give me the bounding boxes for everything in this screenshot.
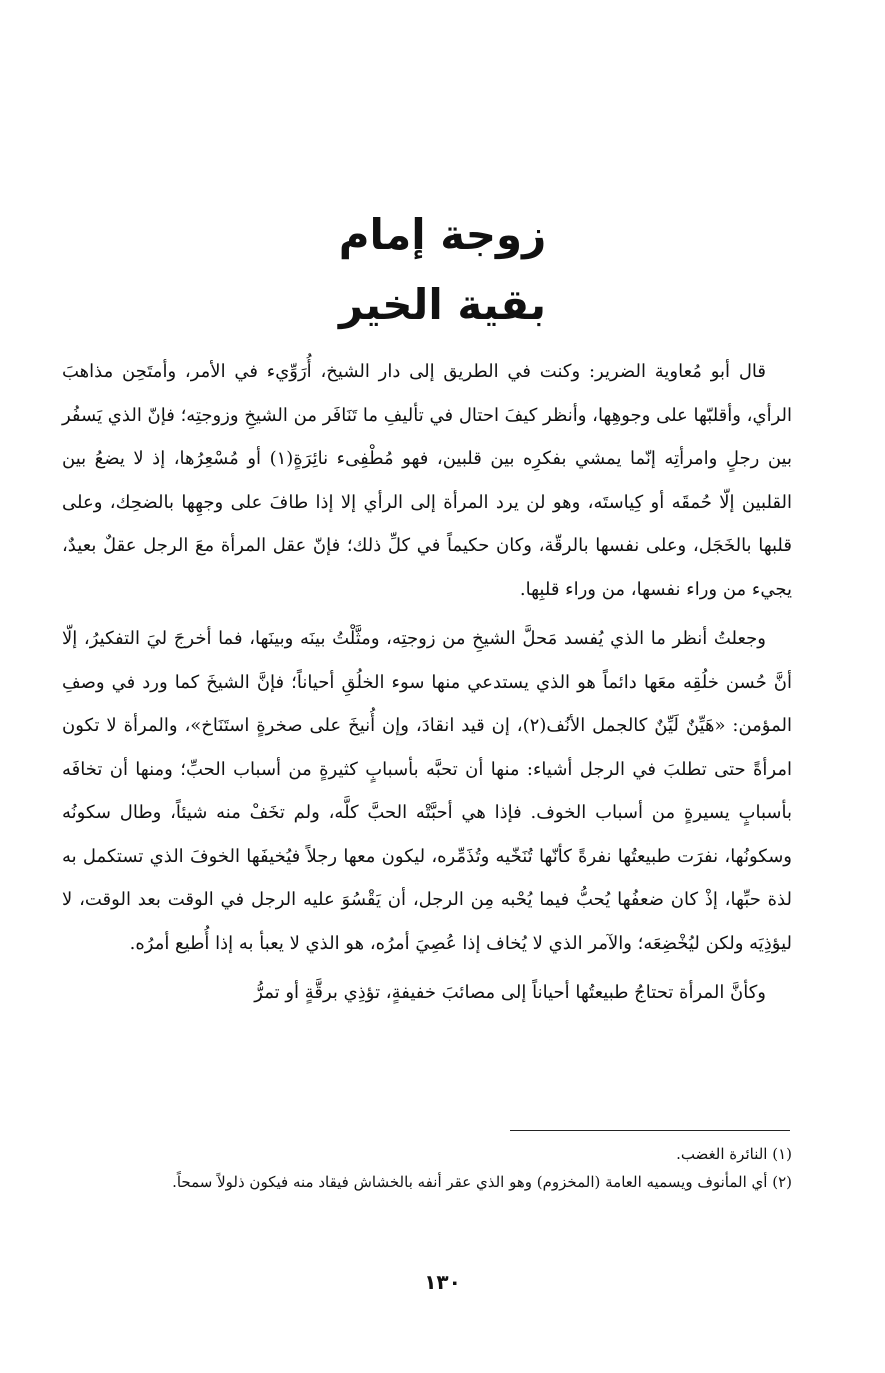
paragraph-3: وكأنَّ المرأة تحتاجُ طبيعتُها أحياناً إلى مصائبَ خفيفةٍ، تؤذِي برقَّةٍ أو تمرُّ xyxy=(254,982,766,1003)
footnote-divider xyxy=(510,1130,790,1131)
body-text xyxy=(62,350,792,1021)
paragraph-2: وجعلتُ أنظر ما الذي يُفسد مَحلَّ الشيخِ من زوجتِه، ومثَّلْتُ بينَه وبينَها، فما أخرجَ ليَ التفكيرُ، إلّا أنَّ حُسن خلُقِه معَها دائماً هو الذي يستدعي منها سوء الخلُقِ أحياناً؛ فإنَّ الشيخَ كما ورد في وصفِ المؤمن: «هَيِّنٌ لَيِّنٌ كالجمل الأنُف(٢)، إن قيد انقادَ، وإن أُنيخَ على صخرةٍ استَنَاخ»، والمرأة لا تكون امرأةً حتى تطلبَ في الرجل أشياء: منها أن تحبَّه بأسبابٍ كثيرةٍ من أسباب الحبِّ؛ ومنها أن تخافَه بأسبابٍ يسيرةٍ من أسباب الخوف. فإذا هي أحبَّتْه الحبَّ كلَّه، ولم تخَفْ منه شيئاً، وطال سكونُه وسكونُها، نفرَت طبيعتُها نفرةً كأنّها تُنَخّيه وتُذَمِّره، ليكون معها رجلاً فيُخيفَها الخوفَ الذي تستكمل به لذة حبِّها، إذْ كان ضعفُها يُحبُّ فيما يُحْبه مِن الرجل، أن يَقْسُوَ عليه الرجل في الوقت بعد الوقت، لا ليؤذِيَه ولكن ليُخْضِعَه؛ والآمر الذي لا يُخاف إذا عُصِيَ أمرُه، هو الذي لا يعبأ به إذا أُطيع أمرُه. xyxy=(62,628,792,954)
footnote-2: (٢) أي المأنوف ويسميه العامة (المخزوم) وهو الذي عقر أنفه بالخشاش فيقاد منه فيكون ذلولاً سمحاً. xyxy=(172,1173,792,1191)
chapter-title-line-1: زوجة إمام xyxy=(338,210,547,259)
paragraph-1: قال أبو مُعاوية الضرير: وكنت في الطريق إلى دار الشيخ، أُرَوِّيء في الأمر، وأمتَحِن مذاهبَ الرأي، وأقلبّها على وجوهِها، وأنظر كيفَ احتال في تأليفِ ما تَنَافَر من الشيخِ وزوجتِه؛ فإنّ الذي يَسفُر بين رجلٍ وامرأتِه إنّما يمشي بفكرِه بين قلبين، فهو مُطْفِىء نائِرَةٍ(١) أو مُسْعِرُها، إذ لا يضعُ بين القلبين إلّا حُمقَه أو كِياستَه، وهو لن يرد المرأة إلى الرأي إلا إذا طافَ على وجهِها بالضحِك، وعلى قلبها بالخَجَل، وعلى نفسها بالرقّة، وكان حكيماً في كلِّ ذلك؛ فإنّ عقل المرأة معَ الرجل عقلٌ بعيدٌ، يجيء من وراء نفسها، من وراء قلبِها. xyxy=(61,361,792,600)
chapter-title-line-2: بقية الخير xyxy=(339,280,546,329)
chapter-title xyxy=(0,200,885,340)
page-number: ١٣٠ xyxy=(424,1270,461,1294)
footnote-1: (١) النائرة الغضب. xyxy=(676,1145,792,1163)
footnotes xyxy=(62,1140,792,1196)
